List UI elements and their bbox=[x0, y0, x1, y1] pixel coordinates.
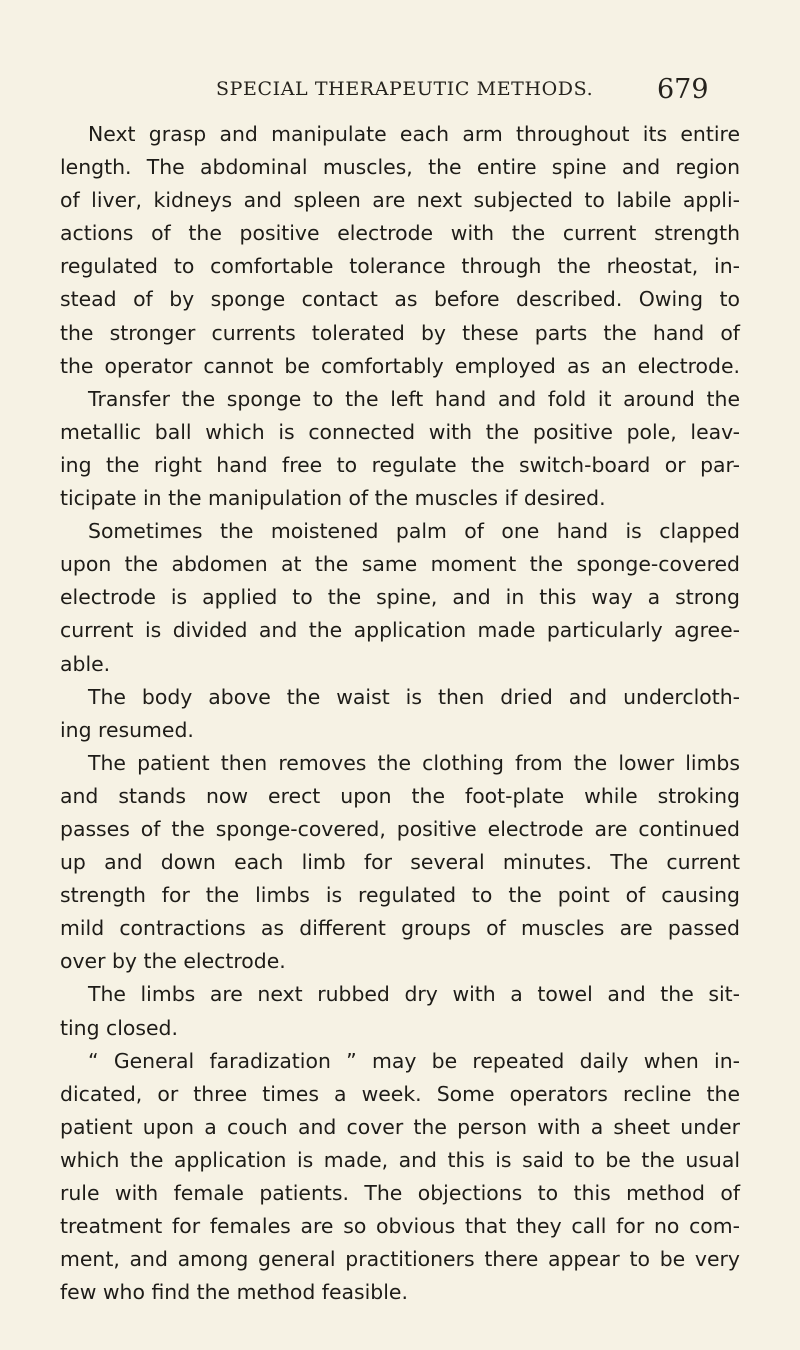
text-line: ing resumed. bbox=[60, 717, 194, 742]
text-line: ticipate in the manipulation of the muscles if desired. bbox=[60, 486, 606, 511]
text-line: and stands now erect upon the foot-plate while stroking bbox=[60, 783, 740, 808]
text-line: Transfer the sponge to the left hand and fold it around the bbox=[88, 386, 740, 411]
text-line: ting closed. bbox=[60, 1015, 178, 1040]
text-line: The patient then removes the clothing from the lower limbs bbox=[88, 750, 740, 775]
text-line: Next grasp and manipulate each arm throughout its entire bbox=[88, 122, 740, 146]
text-line: The body above the waist is then dried and undercloth- bbox=[88, 684, 740, 709]
text-line: regulated to comfortable tolerance through the rheostat, in- bbox=[60, 254, 740, 279]
text-line: The limbs are next rubbed dry with a towel and the sit- bbox=[88, 982, 740, 1007]
text-line: “ General faradization ” may be repeated daily when in- bbox=[88, 1048, 740, 1073]
text-line: stead of by sponge contact as before described. Owing to bbox=[60, 287, 740, 312]
text-line: upon the abdomen at the same moment the sponge-covered bbox=[60, 552, 740, 577]
running-head bbox=[0, 74, 800, 110]
text-line: actions of the positive electrode with the current strength bbox=[60, 221, 740, 246]
text-line: which the application is made, and this is said to be the usual bbox=[60, 1147, 740, 1172]
text-line: Sometimes the moistened palm of one hand is clapped bbox=[88, 519, 740, 544]
text-line: able. bbox=[60, 651, 111, 676]
body-text bbox=[60, 118, 740, 1309]
text-line: dicated, or three times a week. Some operators recline the bbox=[60, 1081, 740, 1106]
text-line: up and down each limb for several minutes. The current bbox=[60, 850, 740, 875]
text-line: length. The abdominal muscles, the entire spine and region bbox=[60, 155, 740, 180]
text-line: ing the right hand free to regulate the switch-board or par- bbox=[60, 452, 740, 477]
text-line: patient upon a couch and cover the person with a sheet under bbox=[60, 1114, 740, 1139]
text-line: the stronger currents tolerated by these parts the hand of bbox=[60, 320, 740, 345]
text-line: current is divided and the application made particularly agree- bbox=[60, 618, 740, 643]
text-line: strength for the limbs is regulated to the point of causing bbox=[60, 883, 740, 908]
page-number: 679 bbox=[657, 74, 709, 105]
text-line: passes of the sponge-covered, positive electrode are continued bbox=[60, 816, 740, 841]
text-line: electrode is applied to the spine, and in this way a strong bbox=[60, 585, 740, 610]
text-line: over by the electrode. bbox=[60, 949, 286, 974]
text-line: mild contractions as different groups of muscles are passed bbox=[60, 916, 740, 941]
text-line: metallic ball which is connected with the positive pole, leav- bbox=[60, 419, 740, 444]
text-line: ment, and among general practitioners there appear to be very bbox=[60, 1247, 740, 1272]
text-line: of liver, kidneys and spleen are next subjected to labile appli- bbox=[60, 188, 740, 213]
text-line: few who find the method feasible. bbox=[60, 1280, 408, 1305]
text-line: rule with female patients. The objections to this method of bbox=[60, 1181, 740, 1205]
text-line: treatment for females are so obvious that they call for no com- bbox=[60, 1214, 740, 1239]
running-title: SPECIAL THERAPEUTIC METHODS. bbox=[216, 78, 594, 100]
text-line: the operator cannot be comfortably employed as an electrode. bbox=[60, 353, 740, 378]
